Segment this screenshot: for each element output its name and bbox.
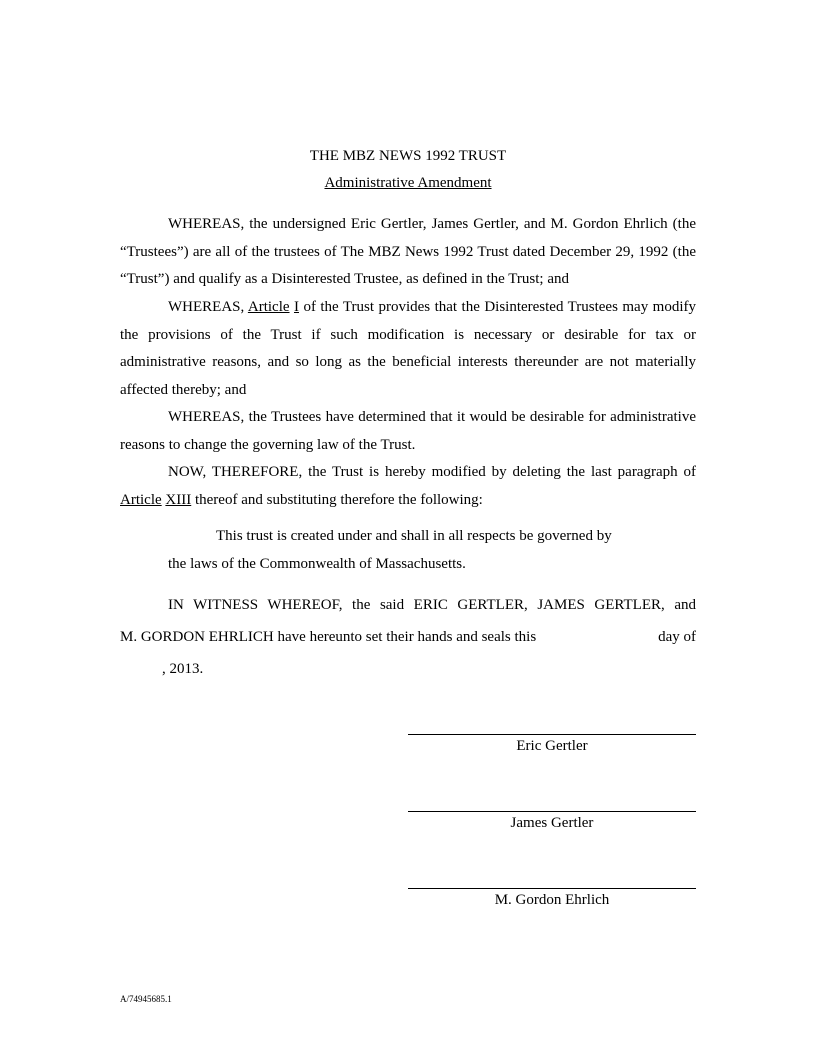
- witness-line-1: IN WITNESS WHEREOF, the said ERIC GERTLER, JAMES GERTLER, and: [168, 597, 696, 613]
- whereas-paragraph-2: [120, 294, 696, 404]
- p2-before: WHEREAS,: [168, 299, 248, 315]
- signature-line: [408, 811, 696, 812]
- witness-paragraph: [120, 589, 696, 685]
- document-subtitle: [120, 174, 696, 192]
- whereas-paragraph-1: WHEREAS, the undersigned Eric Gertler, James Gertler, and M. Gordon Ehrlich (the “Trustees”) are all of the trustees of The MBZ News 1992 Trust dated December 29, 1992 (the “Trust”) and qualify as a Disinterested Trustee, as defined in the Trust; and: [120, 216, 696, 287]
- now-therefore-paragraph: [120, 459, 696, 514]
- p4-article-word: Article: [120, 491, 162, 508]
- signature-block-eric-gertler: [408, 734, 696, 755]
- document-title: THE MBZ NEWS 1992 TRUST: [309, 148, 507, 164]
- quote-line-2: the laws of the Commonwealth of Massachusetts.: [168, 555, 466, 572]
- signature-line: [408, 734, 696, 735]
- p4-before: NOW, THEREFORE, the Trust is hereby modified by deleting the last paragraph of: [168, 464, 696, 480]
- p4-article-num: XIII: [165, 491, 192, 508]
- signature-line: [408, 888, 696, 889]
- signatory-name: M. Gordon Ehrlich: [494, 892, 610, 908]
- witness-day-of: day of: [658, 629, 696, 645]
- document-footer-id: A/74945685.1: [120, 994, 172, 1004]
- witness-line-2-text: M. GORDON EHRLICH have hereunto set their hands and seals this: [120, 629, 537, 645]
- signature-block-james-gertler: [408, 811, 696, 832]
- p4-after: thereof and substituting therefore the following:: [191, 491, 483, 508]
- signatory-name: James Gertler: [510, 815, 594, 831]
- p2-article-word: Article: [247, 299, 290, 315]
- quoted-provision: [168, 523, 648, 578]
- signature-block-m-gordon-ehrlich: [408, 888, 696, 909]
- witness-line-3: , 2013.: [162, 661, 204, 677]
- p2-after: of the Trust provides that the Disinterested Trustees may modify the provisions of the Trust if such modification is necessary or desirable for tax or administrative reasons, and so long as the beneficial interests thereunder are not materially affected thereby; and: [120, 299, 696, 398]
- quote-line-1: This trust is created under and shall in all respects be governed by: [216, 528, 612, 544]
- signatory-name: Eric Gertler: [516, 738, 588, 754]
- whereas-paragraph-3: WHEREAS, the Trustees have determined that it would be desirable for administrative reasons to change the governing law of the Trust.: [120, 409, 696, 453]
- p2-article-num: I: [293, 299, 299, 315]
- witness-line-2: [120, 621, 696, 653]
- subtitle-text: Administrative Amendment: [324, 175, 492, 191]
